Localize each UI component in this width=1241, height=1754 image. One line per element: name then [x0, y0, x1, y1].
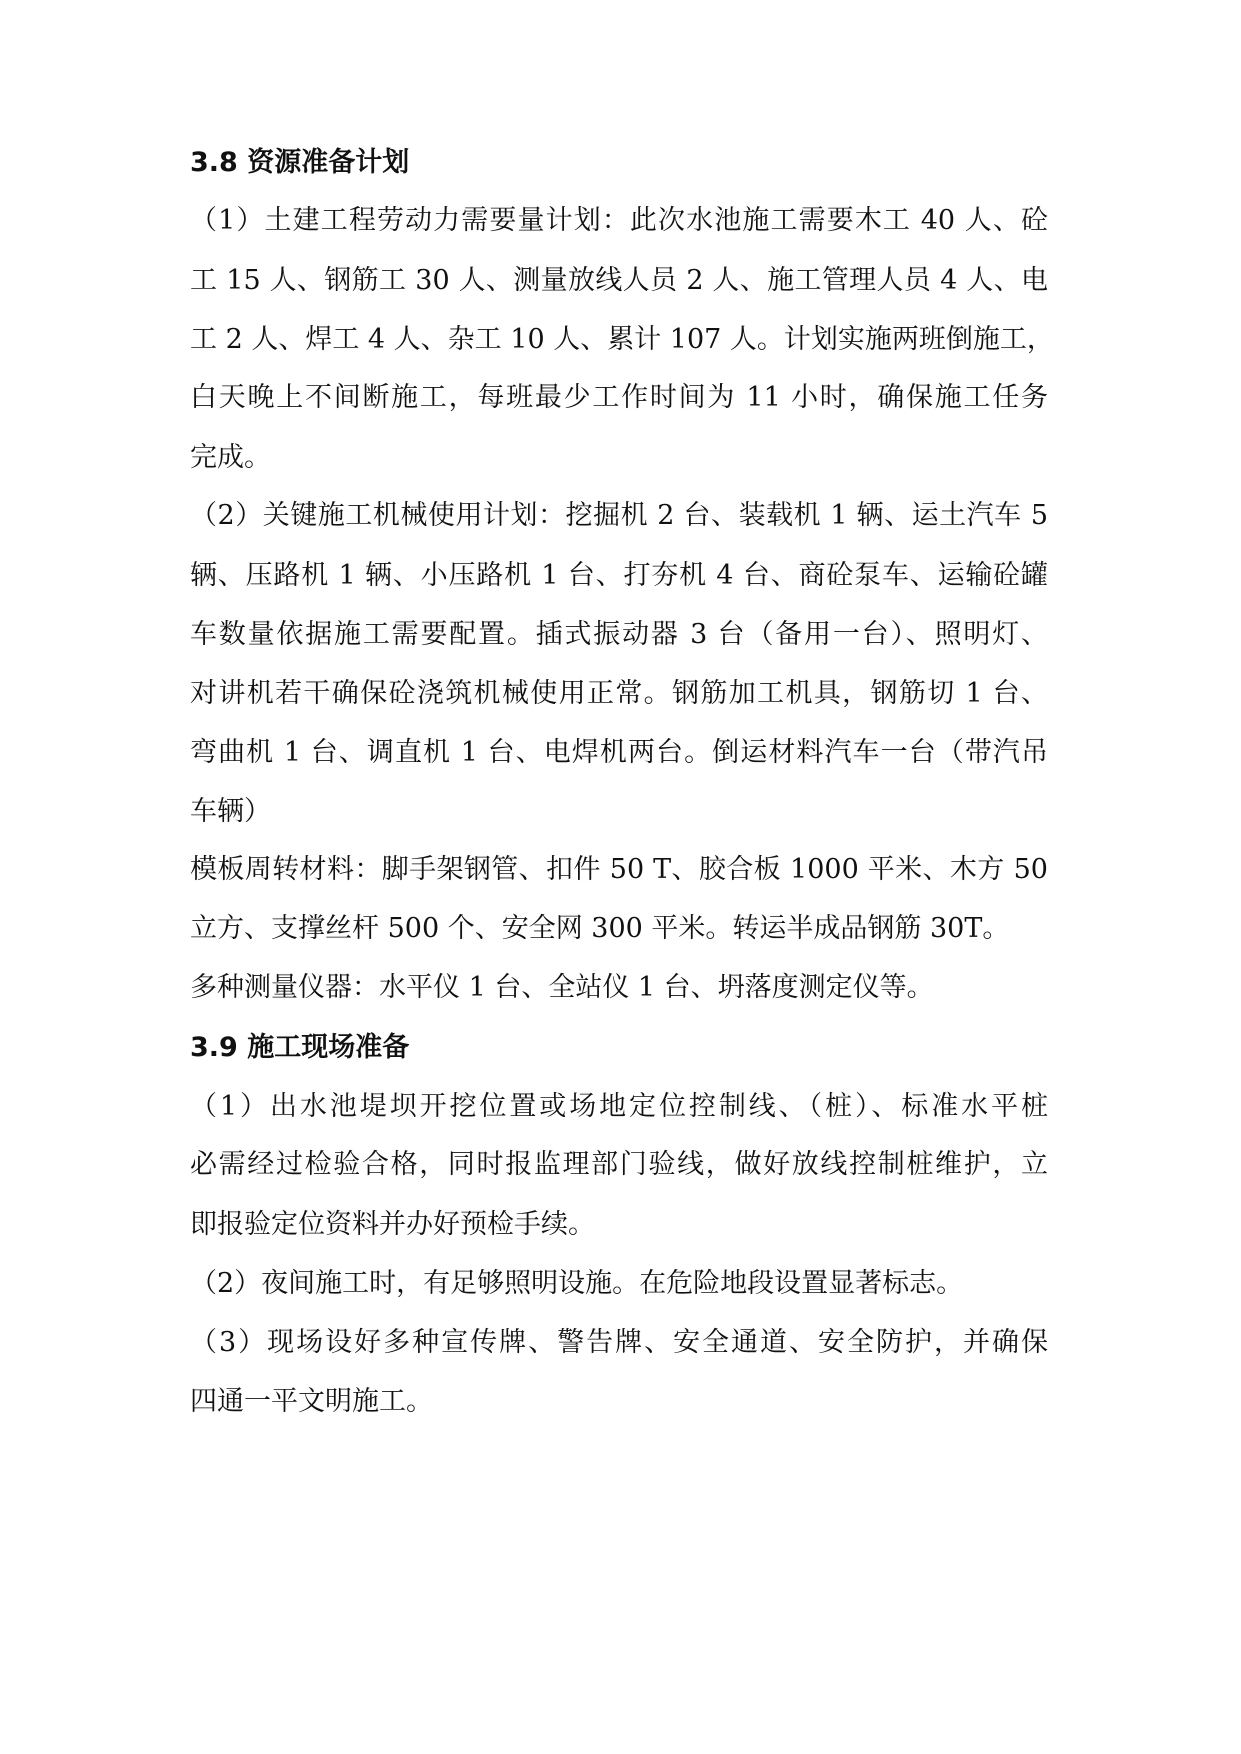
text-line: 必需经过检验合格，同时报监理部门验线，做好放线控制桩维护，立 [190, 1149, 1048, 1180]
section-heading-3-8: 3.8 资源准备计划 [190, 147, 410, 178]
text-line: （1）出水池堤坝开挖位置或场地定位控制线、（桩）、标准水平桩 [190, 1091, 1048, 1122]
text-line: 弯曲机 1 台、调直机 1 台、电焊机两台。倒运材料汽车一台（带汽吊 [190, 737, 1048, 768]
text-line: （2）关键施工机械使用计划：挖掘机 2 台、装载机 1 辆、运土汽车 5 [190, 500, 1048, 531]
text-line: （1）土建工程劳动力需要量计划：此次水池施工需要木工 40 人、砼 [190, 205, 1048, 236]
text-line: （2）夜间施工时，有足够照明设施。在危险地段设置显著标志。 [190, 1268, 964, 1299]
text-line: 工 15 人、钢筋工 30 人、测量放线人员 2 人、施工管理人员 4 人、电 [190, 265, 1048, 296]
section-heading-3-9: 3.9 施工现场准备 [190, 1032, 410, 1063]
text-line: 立方、支撑丝杆 500 个、安全网 300 平米。转运半成品钢筋 30T。 [190, 913, 1010, 944]
text-line: 对讲机若干确保砼浇筑机械使用正常。钢筋加工机具，钢筋切 1 台、 [190, 678, 1048, 709]
text-line: 辆、压路机 1 辆、小压路机 1 台、打夯机 4 台、商砼泵车、运输砼罐 [190, 560, 1048, 591]
text-line: 车辆） [190, 796, 271, 827]
text-line: 完成。 [190, 442, 271, 473]
text-line: 工 2 人、焊工 4 人、杂工 10 人、累计 107 人。计划实施两班倒施工， [190, 324, 1054, 355]
text-line: 车数量依据施工需要配置。插式振动器 3 台（备用一台）、照明灯、 [190, 619, 1048, 650]
text-line: 即报验定位资料并办好预检手续。 [190, 1209, 595, 1240]
text-line: 模板周转材料：脚手架钢管、扣件 50 T、胶合板 1000 平米、木方 50 [190, 854, 1048, 885]
text-line: 四通一平文明施工。 [190, 1386, 433, 1417]
text-line: 多种测量仪器：水平仪 1 台、全站仪 1 台、坍落度测定仪等。 [190, 972, 934, 1003]
text-line: （3）现场设好多种宣传牌、警告牌、安全通道、安全防护，并确保 [190, 1327, 1048, 1358]
text-line: 白天晚上不间断施工，每班最少工作时间为 11 小时，确保施工任务 [190, 382, 1048, 413]
